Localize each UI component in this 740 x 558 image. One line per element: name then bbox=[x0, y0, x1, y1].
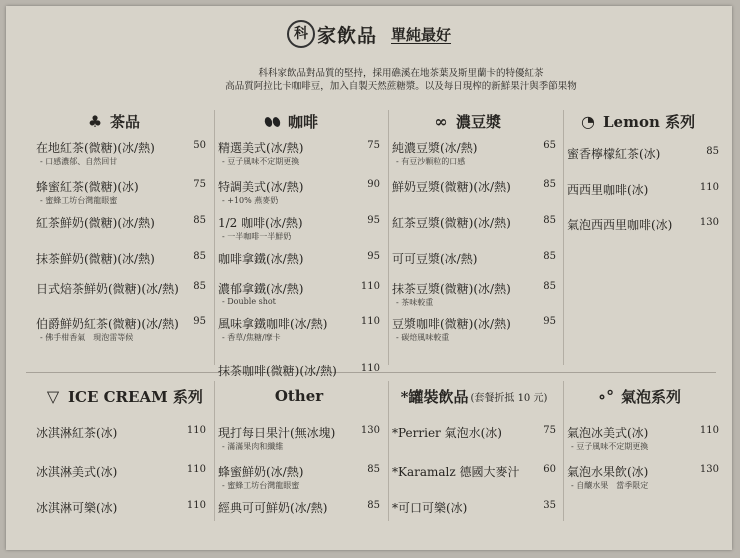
section-coffee bbox=[218, 109, 380, 378]
menu-item bbox=[392, 178, 556, 198]
item-price: 110 bbox=[186, 500, 206, 511]
section-sparkling bbox=[567, 384, 723, 490]
item-price: 90 bbox=[367, 179, 380, 190]
section-title bbox=[597, 384, 723, 408]
column-divider bbox=[388, 381, 389, 521]
column-divider bbox=[388, 110, 389, 365]
menu-item bbox=[567, 463, 719, 493]
menu-item bbox=[392, 424, 556, 444]
item-price: 110 bbox=[699, 425, 719, 436]
item-price: 85 bbox=[367, 500, 380, 511]
item-name: 冰淇淋紅茶(冰) bbox=[36, 426, 118, 440]
item-note: - 蜜蜂工坊台灣龍眼蜜 bbox=[222, 480, 299, 491]
item-name: 濃郁拿鐵(冰/熱) bbox=[218, 282, 304, 296]
section-title-text: ICE CREAM 系列 bbox=[68, 387, 203, 406]
menu-item bbox=[218, 214, 380, 244]
section-title-text: Other bbox=[274, 387, 324, 405]
menu-item bbox=[36, 424, 206, 444]
menu-item bbox=[36, 250, 206, 270]
item-price: 85 bbox=[543, 179, 556, 190]
section-other bbox=[218, 384, 380, 515]
menu-item bbox=[218, 139, 380, 169]
brand-logo: 科 bbox=[287, 20, 315, 48]
section-title-text: Lemon 系列 bbox=[603, 112, 696, 131]
menu-item bbox=[218, 250, 380, 270]
menu-item bbox=[36, 280, 206, 300]
item-name: 豆漿咖啡(微糖)(冰/熱) bbox=[392, 317, 511, 331]
item-price: 35 bbox=[543, 500, 556, 511]
item-name: 可可豆漿(冰/熱) bbox=[392, 252, 478, 266]
menu-item bbox=[218, 178, 380, 208]
soy-bean-icon: ∞ bbox=[434, 111, 448, 131]
menu-item bbox=[567, 216, 719, 236]
menu-item bbox=[567, 145, 719, 165]
menu-item bbox=[36, 463, 206, 483]
item-name: 抹茶咖啡(微糖)(冰/熱) bbox=[218, 364, 337, 378]
menu-item bbox=[36, 139, 206, 169]
item-name: 1/2 咖啡(冰/熱) bbox=[218, 216, 303, 230]
section-title-text: 咖啡 bbox=[288, 112, 319, 131]
item-name: 氣泡冰美式(冰) bbox=[567, 426, 649, 440]
menu-item bbox=[567, 424, 719, 454]
item-name: 紅茶鮮奶(微糖)(冰/熱) bbox=[36, 216, 155, 230]
section-title bbox=[264, 109, 380, 133]
item-name: 抹茶豆漿(微糖)(冰/熱) bbox=[392, 282, 511, 296]
item-price: 75 bbox=[193, 179, 206, 190]
menu-item bbox=[218, 280, 380, 310]
item-note: - 豆子風味不定期更換 bbox=[222, 156, 299, 167]
item-price: 110 bbox=[186, 464, 206, 475]
item-name: 蜂蜜鮮奶(冰/熱) bbox=[218, 465, 304, 479]
item-note: - Double shot bbox=[222, 297, 276, 306]
item-price: 95 bbox=[367, 215, 380, 226]
item-name: 鮮奶豆漿(微糖)(冰/熱) bbox=[392, 180, 511, 194]
section-title-text: 茶品 bbox=[110, 112, 141, 131]
section-title bbox=[392, 384, 556, 408]
clover-icon: ♣ bbox=[87, 111, 103, 131]
menu-item bbox=[36, 214, 206, 234]
item-price: 85 bbox=[543, 215, 556, 226]
item-note: - 佛手柑香氣 現泡雷等候 bbox=[40, 332, 133, 343]
item-name: 咖啡拿鐵(冰/熱) bbox=[218, 252, 304, 266]
section-title bbox=[218, 384, 380, 408]
column-divider bbox=[563, 381, 564, 521]
item-price: 130 bbox=[699, 464, 719, 475]
item-price: 60 bbox=[543, 464, 556, 475]
section-title bbox=[44, 384, 206, 408]
menu-item bbox=[218, 463, 380, 493]
item-price: 85 bbox=[367, 464, 380, 475]
item-price: 110 bbox=[360, 281, 380, 292]
item-name: 現打每日果汁(無冰塊) bbox=[218, 426, 336, 440]
column-divider bbox=[563, 110, 564, 365]
item-name: 冰淇淋可樂(冰) bbox=[36, 501, 118, 515]
menu-header bbox=[6, 20, 732, 50]
item-note: - 香草/焦糖/摩卡 bbox=[222, 332, 281, 343]
column-divider bbox=[214, 110, 215, 365]
menu-item bbox=[218, 499, 380, 519]
item-price: 85 bbox=[193, 281, 206, 292]
item-note: - 有豆沙顆粒的口感 bbox=[396, 156, 465, 167]
item-name: 伯爵鮮奶紅茶(微糖)(冰/熱) bbox=[36, 317, 179, 331]
intro-line-2: 高品質阿拉比卡咖啡豆，加入自製天然蔗糖漿。以及每日現榨的新鮮果汁與季節果物 bbox=[225, 81, 577, 92]
section-lemon bbox=[567, 109, 723, 232]
bubbles-icon: ∘° bbox=[597, 386, 615, 406]
item-price: 95 bbox=[543, 316, 556, 327]
item-name: 日式焙茶鮮奶(微糖)(冰/熱) bbox=[36, 282, 179, 296]
lemon-icon: ◔ bbox=[581, 111, 595, 131]
menu-item bbox=[218, 424, 380, 454]
menu-item bbox=[392, 499, 556, 519]
item-name: *Karamalz 德國大麥汁 bbox=[392, 465, 520, 479]
item-price: 110 bbox=[186, 425, 206, 436]
item-note: - +10% 燕麥奶 bbox=[222, 195, 278, 206]
menu-item bbox=[36, 499, 206, 519]
section-title-text: 濃豆漿 bbox=[456, 112, 502, 131]
item-note: - 碳焙風味較重 bbox=[396, 332, 449, 343]
section-title-text: 氣泡系列 bbox=[621, 387, 682, 406]
coffee-bean-icon bbox=[264, 112, 282, 131]
intro-line-1: 科科家飲品對品質的堅持，採用礁溪在地茶葉及斯里蘭卡的特優紅茶 bbox=[258, 68, 544, 79]
item-price: 95 bbox=[193, 316, 206, 327]
menu-item bbox=[218, 315, 380, 345]
item-name: 特調美式(冰/熱) bbox=[218, 180, 304, 194]
slogan: 單純最好 bbox=[391, 25, 452, 44]
item-name: 蜜香檸檬紅茶(冰) bbox=[567, 147, 661, 161]
item-price: 75 bbox=[367, 140, 380, 151]
item-note: - 口感濃郁、自然回甘 bbox=[40, 156, 117, 167]
item-note: - 蜜蜂工坊台灣龍眼蜜 bbox=[40, 195, 117, 206]
item-name: *Perrier 氣泡水(冰) bbox=[392, 426, 502, 440]
item-note: - 自釀水果 當季限定 bbox=[571, 480, 648, 491]
section-tea bbox=[36, 109, 206, 342]
menu-board bbox=[6, 6, 732, 550]
menu-item bbox=[392, 139, 556, 169]
item-name: 氣泡西西里咖啡(冰) bbox=[567, 218, 673, 232]
menu-item bbox=[392, 250, 556, 270]
item-price: 85 bbox=[193, 215, 206, 226]
item-name: 純濃豆漿(冰/熱) bbox=[392, 141, 478, 155]
item-name: 在地紅茶(微糖)(冰/熱) bbox=[36, 141, 155, 155]
item-name: 蜂蜜紅茶(微糖)(冰) bbox=[36, 180, 139, 194]
item-name: 西西里咖啡(冰) bbox=[567, 183, 649, 197]
item-note: - 滿滿果肉和纖維 bbox=[222, 441, 283, 452]
item-name: *可口可樂(冰) bbox=[392, 501, 468, 515]
item-price: 65 bbox=[543, 140, 556, 151]
item-name: 風味拿鐵咖啡(冰/熱) bbox=[218, 317, 328, 331]
item-price: 85 bbox=[706, 146, 719, 157]
menu-item bbox=[36, 178, 206, 208]
item-note: - 茶味較重 bbox=[396, 297, 433, 308]
item-price: 130 bbox=[699, 217, 719, 228]
item-name: 精選美式(冰/熱) bbox=[218, 141, 304, 155]
menu-item bbox=[36, 315, 206, 345]
intro-text bbox=[216, 67, 586, 93]
item-name: 抹茶鮮奶(微糖)(冰/熱) bbox=[36, 252, 155, 266]
item-price: 75 bbox=[543, 425, 556, 436]
item-price: 110 bbox=[360, 316, 380, 327]
section-title bbox=[432, 109, 556, 133]
item-price: 110 bbox=[360, 363, 380, 374]
menu-item bbox=[392, 463, 556, 483]
item-name: 冰淇淋美式(冰) bbox=[36, 465, 118, 479]
menu-item bbox=[392, 214, 556, 234]
item-name: 氣泡水果飲(冰) bbox=[567, 465, 649, 479]
item-price: 85 bbox=[543, 251, 556, 262]
item-price: 85 bbox=[543, 281, 556, 292]
item-name: 紅茶豆漿(微糖)(冰/熱) bbox=[392, 216, 511, 230]
section-title bbox=[86, 109, 206, 133]
item-note: - 豆子風味不定期更換 bbox=[571, 441, 648, 452]
section-title bbox=[579, 109, 723, 133]
menu-item bbox=[567, 181, 719, 201]
menu-item bbox=[392, 280, 556, 310]
ice-cream-icon: ▽ bbox=[46, 386, 60, 406]
column-divider bbox=[214, 381, 215, 521]
section-icecream bbox=[36, 384, 206, 515]
item-price: 110 bbox=[699, 182, 719, 193]
item-name: 經典可可鮮奶(冰/熱) bbox=[218, 501, 328, 515]
section-subtitle: (套餐折抵 10 元) bbox=[470, 392, 548, 404]
item-price: 130 bbox=[360, 425, 380, 436]
section-canned bbox=[392, 384, 556, 515]
menu-item bbox=[218, 362, 380, 382]
section-soy bbox=[392, 109, 556, 342]
item-price: 50 bbox=[193, 140, 206, 151]
item-price: 85 bbox=[193, 251, 206, 262]
menu-item bbox=[392, 315, 556, 345]
item-note: - 一半咖啡一半鮮奶 bbox=[222, 231, 291, 242]
brand-name: 家飲品 bbox=[316, 24, 377, 47]
section-title-text: *罐裝飲品 bbox=[400, 387, 469, 406]
item-price: 95 bbox=[367, 251, 380, 262]
